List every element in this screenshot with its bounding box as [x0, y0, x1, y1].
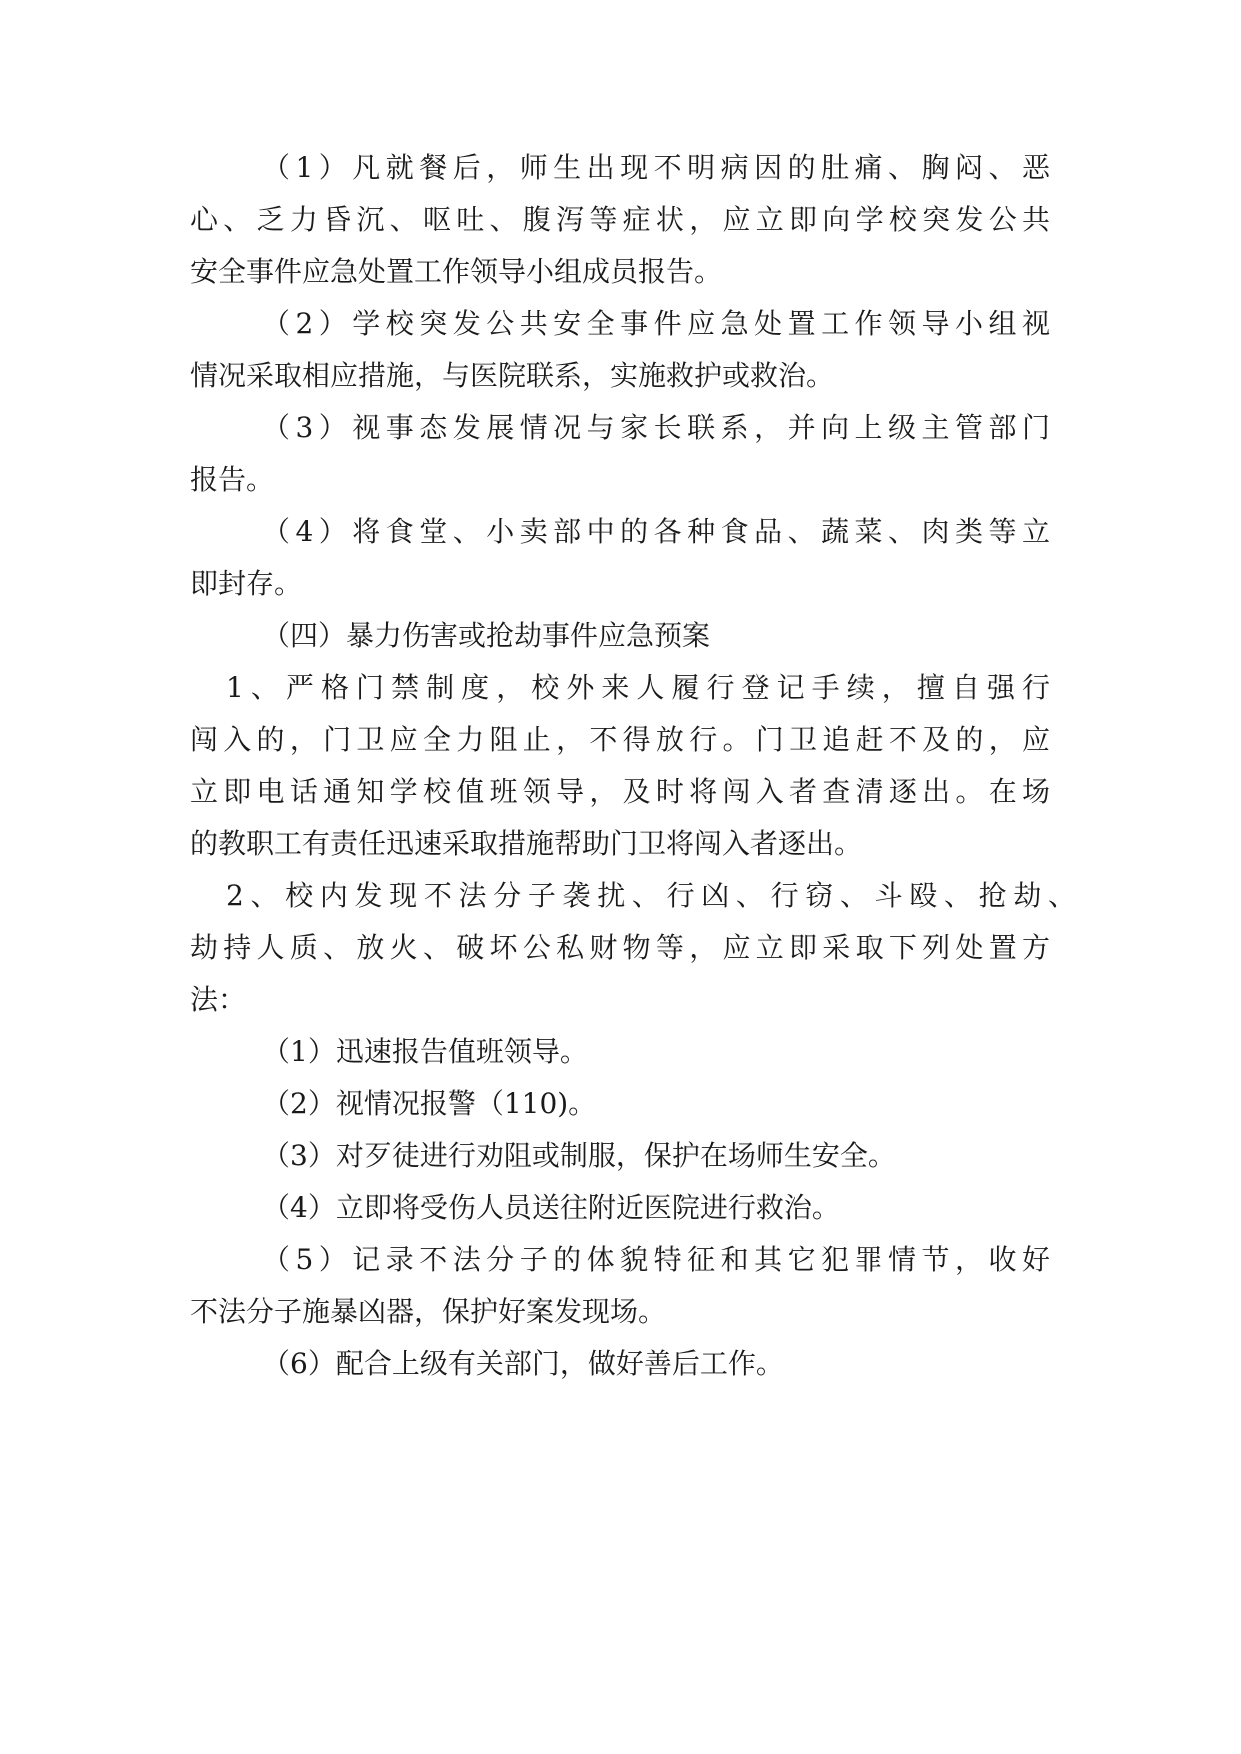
- paragraph-line: （2）学校突发公共安全事件应急处置工作领导小组视: [262, 307, 1050, 340]
- paragraph-line: （4）将食堂、小卖部中的各种食品、蔬菜、肉类等立: [262, 515, 1050, 548]
- paragraph-line: 安全事件应急处置工作领导小组成员报告。: [190, 255, 723, 288]
- list-item: （3）对歹徒进行劝阻或制服，保护在场师生安全。: [262, 1139, 896, 1172]
- paragraph-line: 的教职工有责任迅速采取措施帮助门卫将闯入者逐出。: [190, 827, 863, 860]
- paragraph-line: 2、校内发现不法分子袭扰、行凶、行窃、斗殴、抢劫、: [226, 879, 1076, 912]
- list-item: （4）立即将受伤人员送往附近医院进行救治。: [262, 1191, 840, 1224]
- paragraph-line: 即封存。: [190, 567, 303, 600]
- paragraph-line: 劫持人质、放火、破坏公私财物等，应立即采取下列处置方: [190, 931, 1050, 964]
- paragraph-line: 闯入的，门卫应全力阻止，不得放行。门卫追赶不及的，应: [190, 723, 1050, 756]
- list-item: （1）迅速报告值班领导。: [262, 1035, 588, 1068]
- list-item: （6）配合上级有关部门，做好善后工作。: [262, 1347, 784, 1380]
- paragraph-line: （3）视事态发展情况与家长联系，并向上级主管部门: [262, 411, 1050, 444]
- paragraph-line: 不法分子施暴凶器，保护好案发现场。: [190, 1295, 667, 1328]
- paragraph-line: （1）凡就餐后，师生出现不明病因的肚痛、胸闷、恶: [262, 151, 1050, 184]
- paragraph-line: 法：: [190, 983, 247, 1016]
- paragraph-line: 情况采取相应措施，与医院联系，实施救护或救治。: [190, 359, 835, 392]
- list-item: （5）记录不法分子的体貌特征和其它犯罪情节，收好: [262, 1243, 1050, 1276]
- paragraph-line: 1、严格门禁制度，校外来人履行登记手续，擅自强行: [226, 671, 1050, 704]
- paragraph-line: 立即电话通知学校值班领导，及时将闯入者查清逐出。在场: [190, 775, 1050, 808]
- paragraph-line: 报告。: [190, 463, 275, 496]
- paragraph-line: 心、乏力昏沉、呕吐、腹泻等症状，应立即向学校突发公共: [190, 203, 1050, 236]
- section-heading: （四）暴力伤害或抢劫事件应急预案: [262, 619, 711, 652]
- list-item: （2）视情况报警（110)。: [262, 1087, 597, 1120]
